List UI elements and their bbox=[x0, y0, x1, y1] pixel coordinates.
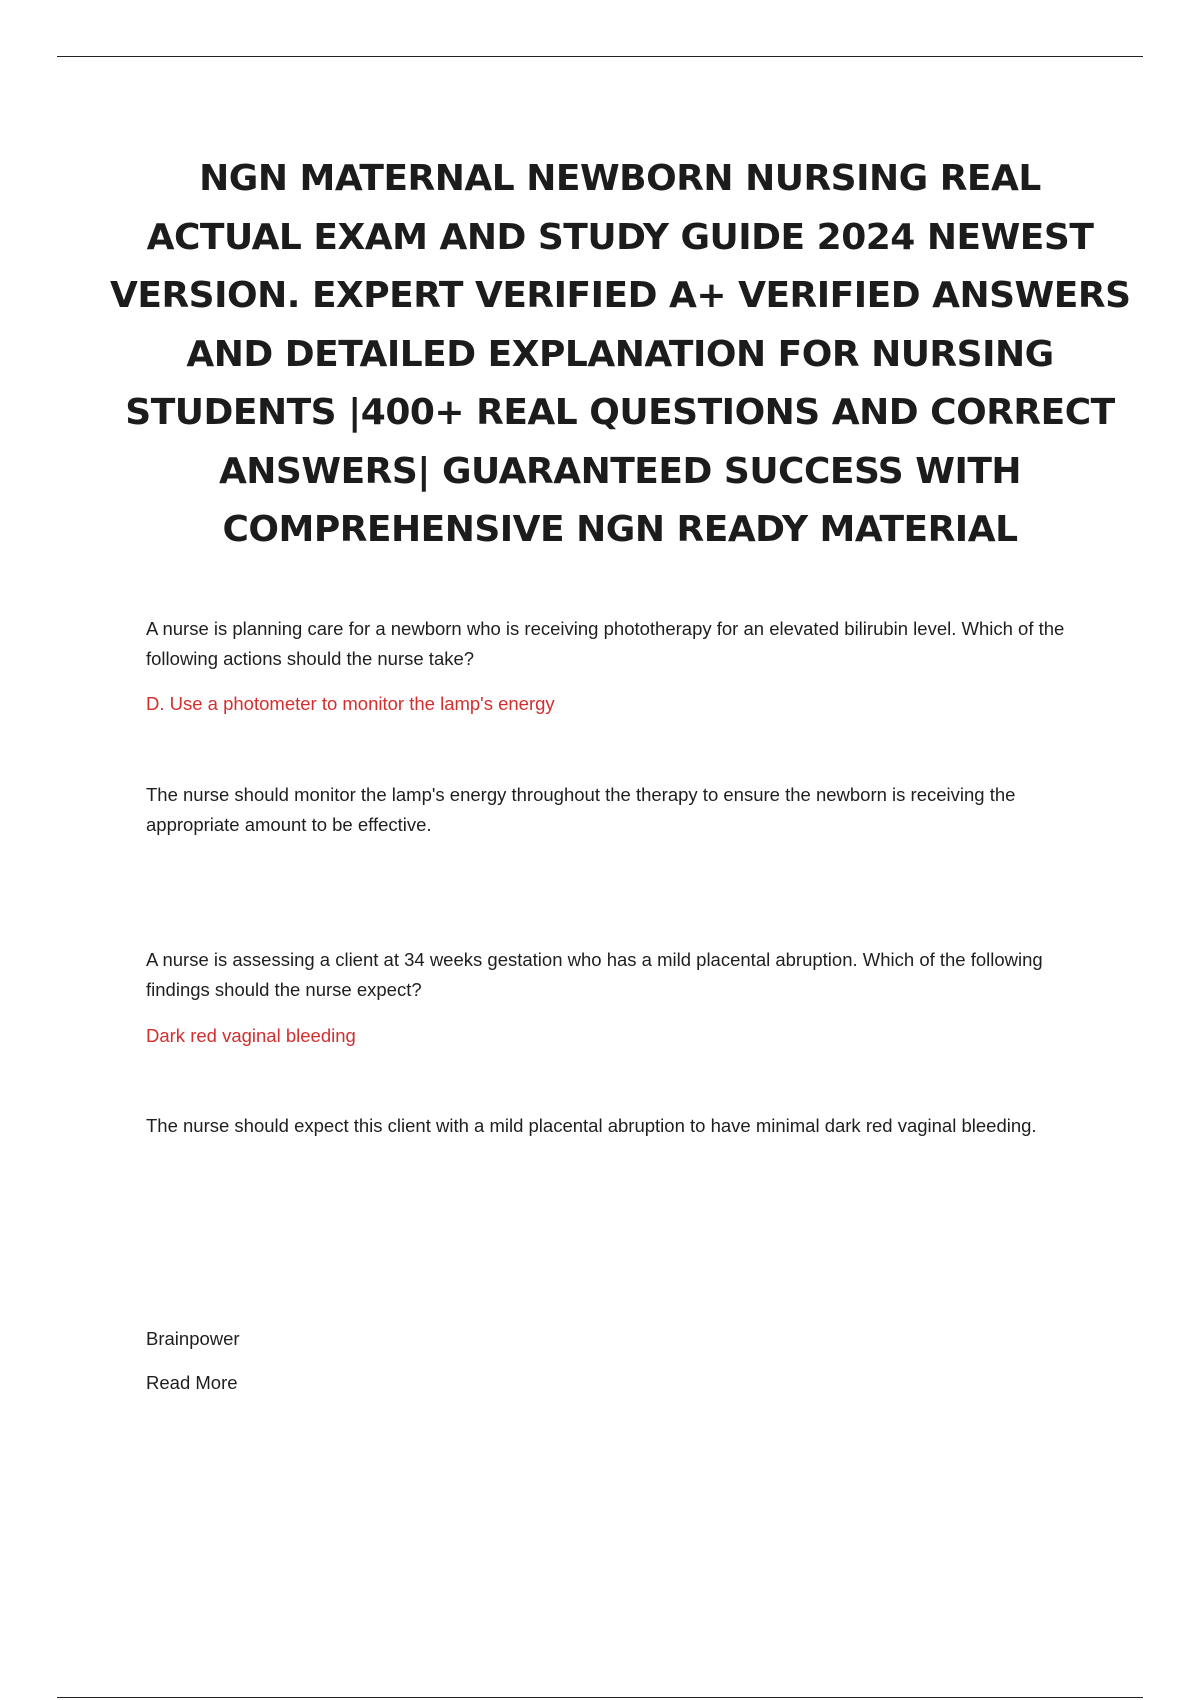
question-1-text: A nurse is planning care for a newborn who is receiving phototherapy for an elevated bilirubin level. Which of the following actions should the nurse take? bbox=[146, 618, 1065, 669]
question-2-text: A nurse is assessing a client at 34 weeks gestation who has a mild placental abruption. Which of the following findings should the nurse expect? bbox=[146, 949, 1043, 1000]
top-rule bbox=[57, 56, 1143, 57]
title-line: COMPREHENSIVE NGN READY MATERIAL bbox=[222, 509, 1018, 550]
question-1-explanation: The nurse should monitor the lamp's energy throughout the therapy to ensure the newborn is receiving the appropriate amount to be effective. bbox=[146, 784, 1016, 835]
title-line: AND DETAILED EXPLANATION FOR NURSING bbox=[186, 333, 1054, 375]
question-2-explanation: The nurse should expect this client with a mild placental abruption to have minimal dark red vaginal bleeding. bbox=[146, 1115, 1037, 1136]
document-title bbox=[110, 150, 1130, 560]
brand-label: Brainpower bbox=[146, 1328, 240, 1349]
title-line: NGN MATERNAL NEWBORN NURSING REAL bbox=[199, 158, 1041, 199]
title-line: STUDENTS |400+ REAL QUESTIONS AND CORRECT bbox=[125, 392, 1115, 433]
question-1-answer: D. Use a photometer to monitor the lamp's energy bbox=[146, 693, 555, 714]
title-line: ACTUAL EXAM AND STUDY GUIDE 2024 NEWEST bbox=[146, 216, 1094, 258]
title-line: ANSWERS| GUARANTEED SUCCESS WITH bbox=[218, 450, 1022, 492]
title-line: VERSION. EXPERT VERIFIED A+ VERIFIED ANSWERS bbox=[110, 275, 1131, 316]
read-more-link[interactable]: Read More bbox=[146, 1372, 238, 1393]
bottom-rule bbox=[57, 1697, 1143, 1698]
question-2-answer: Dark red vaginal bleeding bbox=[146, 1025, 356, 1046]
